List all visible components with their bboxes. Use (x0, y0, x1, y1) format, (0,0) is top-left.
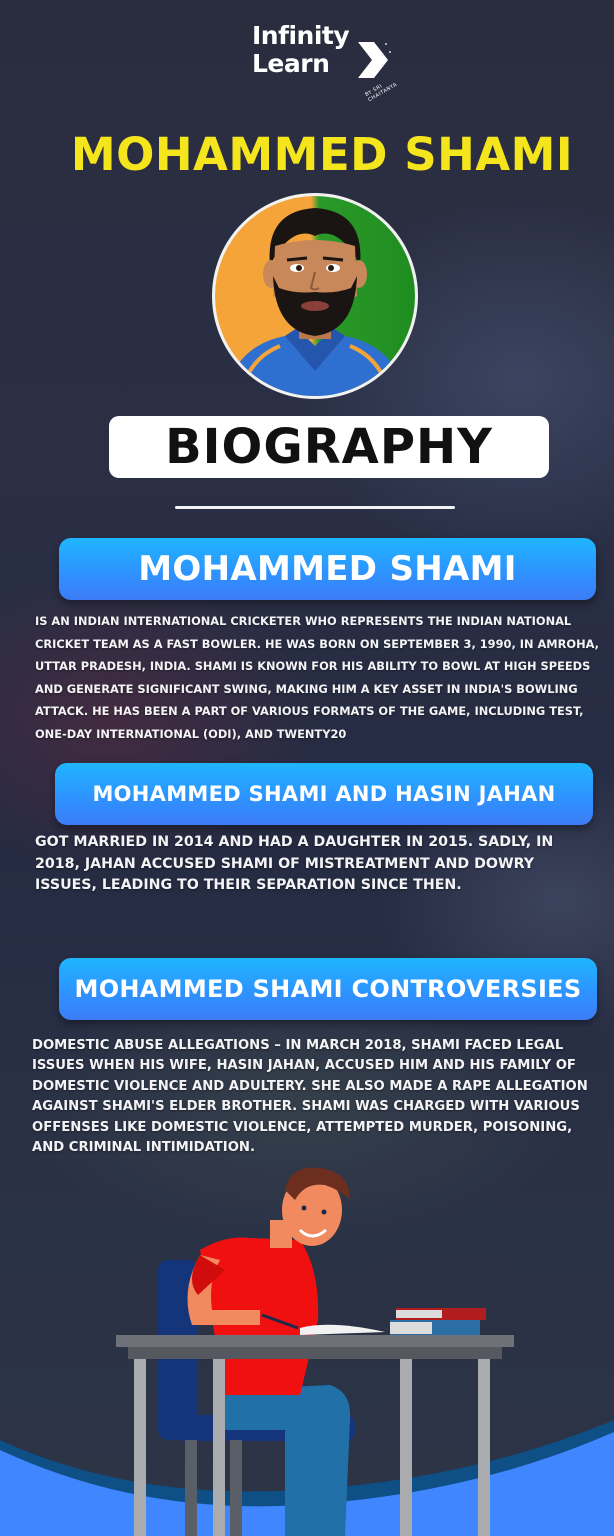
logo-line-2: Learn (252, 49, 330, 78)
biography-label: BIOGRAPHY (109, 416, 549, 478)
section-body-about: IS AN INDIAN INTERNATIONAL CRICKETER WHO REPRESENTS THE INDIAN NATIONAL CRICKET TEAM AS A FAST BOWLER. HE WAS BORN ON SEPTEMBER 3, 1990, IN AMROHA, UTTAR PRADESH, INDIA. SHAMI IS KNOWN FOR HIS ABILITY TO BOWL AT HIGH SPEEDS AND GENERATE SIGNIFICANT SWING, MAKING HIM A KEY ASSET IN INDIA'S BOWLING ATTACK. HE HAS BEEN A PART OF VARIOUS FORMATS OF THE GAME, INCLUDING TEST, ONE-DAY INTERNATIONAL (ODI), AND TWENTY20 (35, 614, 599, 741)
student-studying-illustration (0, 1160, 614, 1536)
logo-line-1: Infinity (252, 21, 350, 50)
player-portrait-icon (215, 196, 415, 396)
section-heading-controversies: MOHAMMED SHAMI CONTROVERSIES (59, 958, 597, 1020)
section-body-marriage: GOT MARRIED IN 2014 AND HAD A DAUGHTER IN 2015. SADLY, IN 2018, JAHAN ACCUSED SHAMI OF MISTREATMENT AND DOWRY ISSUES, LEADING TO THEIR SEPARATION SINCE THEN. (35, 834, 554, 893)
section-body-controversies: DOMESTIC ABUSE ALLEGATIONS – IN MARCH 2018, SHAMI FACED LEGAL ISSUES WHEN HIS WIFE, HASIN JAHAN, ACCUSED HIM AND HIS FAMILY OF DOMESTIC VIOLENCE AND ADULTERY. SHE ALSO MADE A RAPE ALLEGATION AGAINST SHAMI'S ELDER BROTHER. SHAMI WAS CHARGED WITH VARIOUS OFFENSES LIKE DOMESTIC VIOLENCE, ATTEMPTED MURDER, POISONING, AND CRIMINAL INTIMIDATION. (32, 1038, 588, 1156)
logo-tagline: BY SRI CHAITANYA (364, 81, 399, 104)
page-title: MOHAMMED SHAMI (70, 128, 574, 181)
avatar (212, 193, 418, 399)
section-heading-marriage: MOHAMMED SHAMI AND HASIN JAHAN (55, 763, 593, 825)
divider (175, 506, 455, 509)
infinity-learn-logo (252, 22, 412, 102)
section-heading-about: MOHAMMED SHAMI (59, 538, 596, 600)
chevron-logo-icon (352, 40, 392, 80)
